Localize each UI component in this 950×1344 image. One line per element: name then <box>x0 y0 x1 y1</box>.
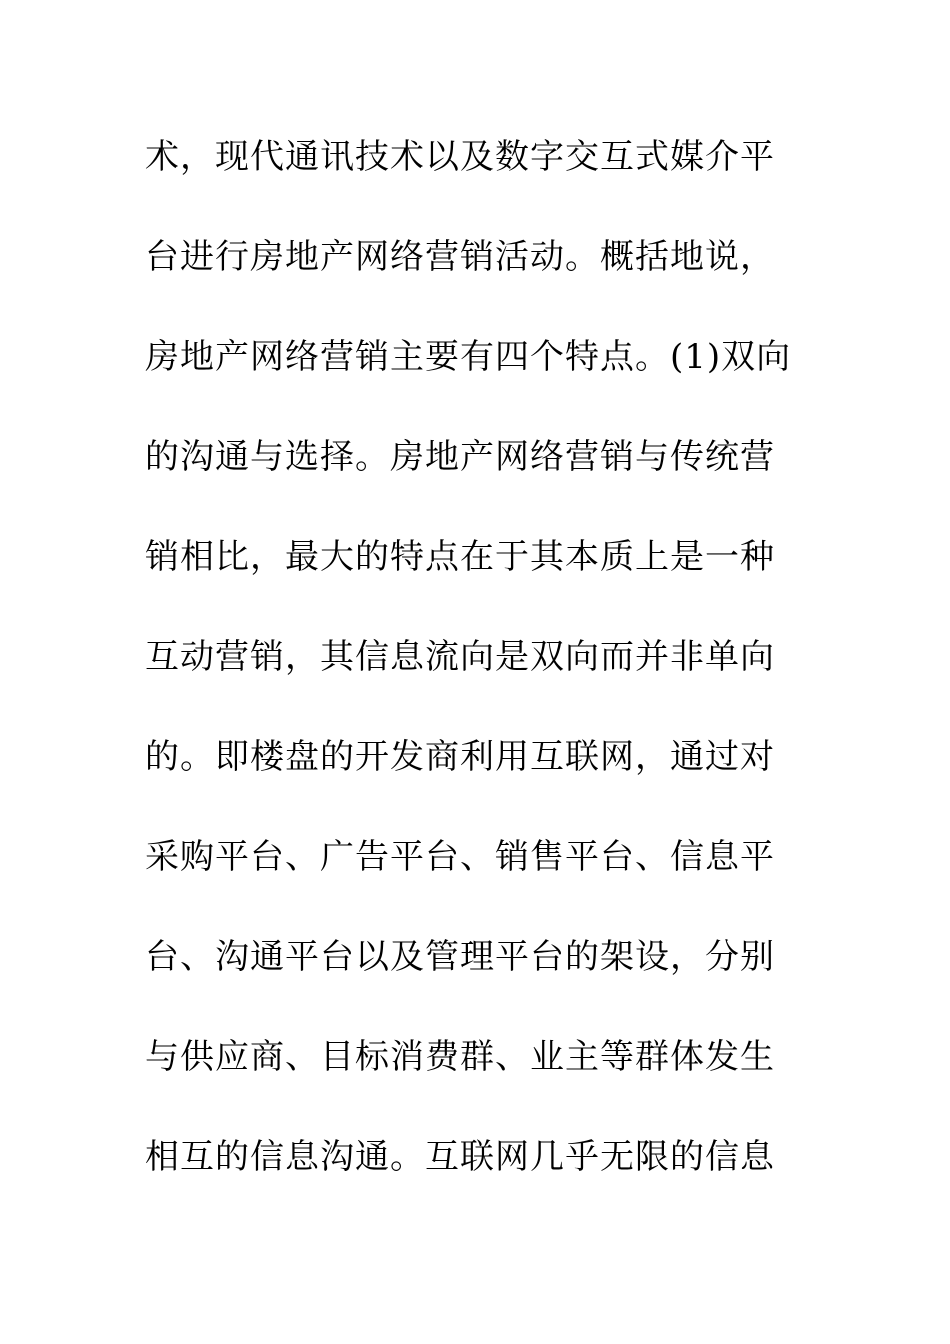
text-line: 销相比，最大的特点在于其本质上是一种 <box>145 537 775 577</box>
text-line: 台进行房地产网络营销活动。概括地说， <box>145 237 775 277</box>
body-text <box>145 126 845 1226</box>
text-line: 的沟通与选择。房地产网络营销与传统营 <box>145 437 775 477</box>
text-line: 术，现代通讯技术以及数字交互式媒介平 <box>145 137 775 177</box>
text-line: 采购平台、广告平台、销售平台、信息平 <box>145 837 775 877</box>
text-line: 的。即楼盘的开发商利用互联网，通过对 <box>145 737 775 777</box>
text-line: 台、沟通平台以及管理平台的架设，分别 <box>145 937 775 977</box>
text-line: 房地产网络营销主要有四个特点。(1)双向 <box>145 337 792 377</box>
text-line: 相互的信息沟通。互联网几乎无限的信息 <box>145 1137 775 1177</box>
text-line: 互动营销，其信息流向是双向而并非单向 <box>145 637 775 677</box>
text-line: 与供应商、目标消费群、业主等群体发生 <box>145 1037 775 1077</box>
